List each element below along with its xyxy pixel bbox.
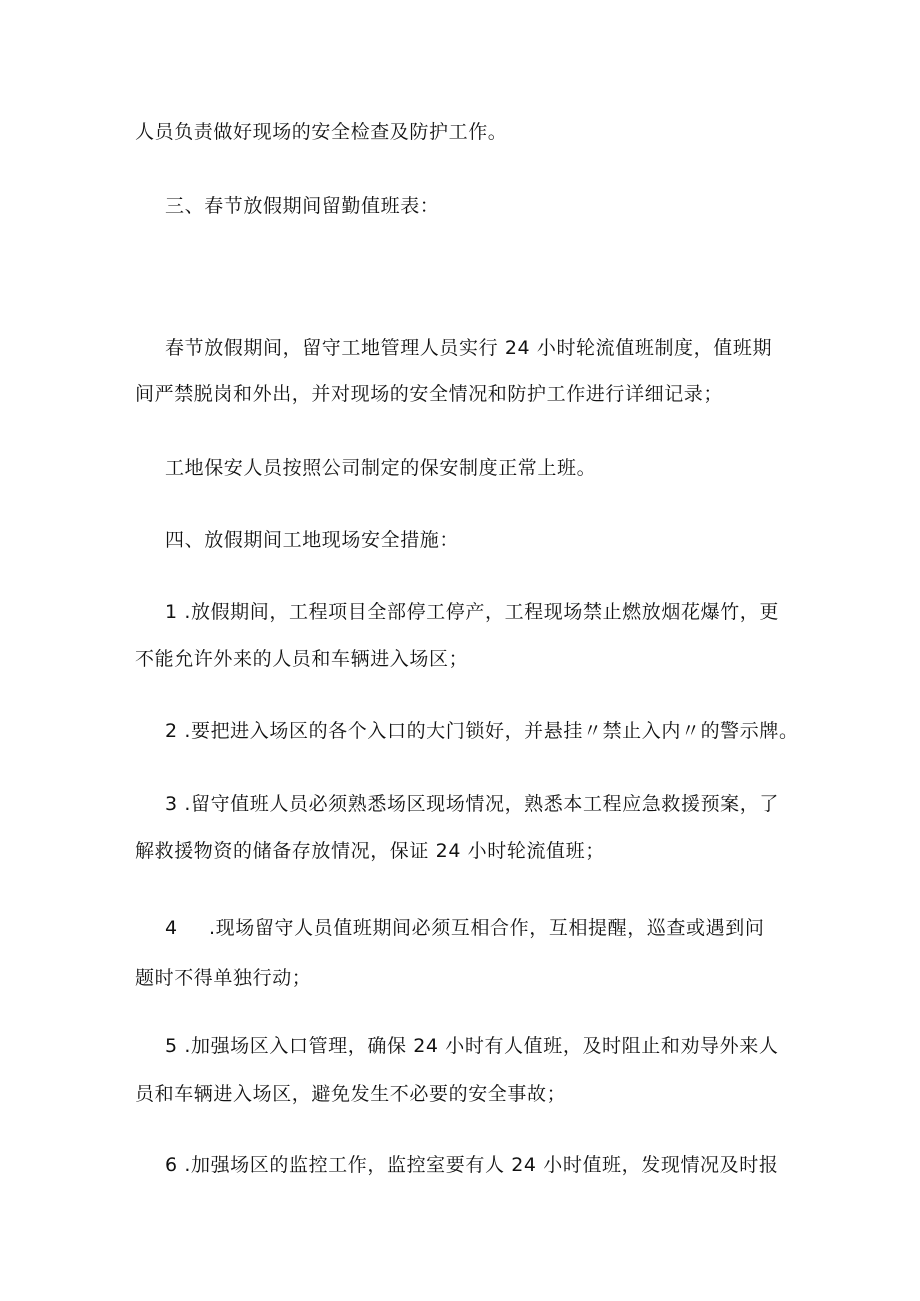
list-item-5-line-1 xyxy=(165,1032,835,1060)
list-item-4-line-2: 题时不得单独行动； xyxy=(135,967,312,989)
list-item-3-line-2: 解救援物资的储备存放情况，保证 24 小时轮流值班； xyxy=(135,840,605,862)
list-item-4-text: .现场留守人员值班期间必须互相合作，互相提醒，巡查或遇到问 xyxy=(209,917,765,939)
section-heading-3: 三、春节放假期间留勤值班表： xyxy=(165,195,440,217)
paragraph-line: 人员负责做好现场的安全检查及防护工作。 xyxy=(135,121,508,143)
list-item-3-line-1 xyxy=(165,790,835,818)
list-item-6-number: 6 xyxy=(165,1154,178,1176)
list-item-4-number: 4 xyxy=(165,917,178,939)
list-item-2-text: .要把进入场区的各个入口的大门锁好，并悬挂〃禁止入内〃的警示牌。 xyxy=(177,720,799,742)
security-paragraph: 工地保安人员按照公司制定的保安制度正常上班。 xyxy=(165,457,597,479)
list-item-2-line-1 xyxy=(165,717,835,745)
list-item-5-number: 5 xyxy=(165,1035,178,1057)
list-item-5-text: .加强场区入口管理，确保 24 小时有人值班，及时阻止和劝导外来人 xyxy=(177,1035,779,1057)
list-item-1-line-2: 不能允许外来的人员和车辆进入场区； xyxy=(135,648,469,670)
list-item-6-line-1 xyxy=(165,1151,835,1179)
list-item-2-number: 2 xyxy=(165,720,178,742)
list-item-1-text: .放假期间，工程项目全部停工停产，工程现场禁止燃放烟花爆竹，更 xyxy=(177,601,779,623)
list-item-6-text: .加强场区的监控工作，监控室要有人 24 小时值班，发现情况及时报 xyxy=(177,1154,779,1176)
duty-paragraph-line-2: 间严禁脱岗和外出，并对现场的安全情况和防护工作进行详细记录； xyxy=(135,383,724,405)
duty-paragraph-line-1: 春节放假期间，留守工地管理人员实行 24 小时轮流值班制度，值班期 xyxy=(165,337,773,359)
list-item-4-line-1 xyxy=(165,914,835,942)
list-item-3-number: 3 xyxy=(165,793,178,815)
section-heading-4: 四、放假期间工地现场安全措施： xyxy=(165,529,460,551)
list-item-1-number: 1 xyxy=(165,601,178,623)
list-item-3-text: .留守值班人员必须熟悉场区现场情况，熟悉本工程应急救援预案，了 xyxy=(177,793,779,815)
list-item-1-line-1 xyxy=(165,598,835,626)
list-item-5-line-2: 员和车辆进入场区，避免发生不必要的安全事故； xyxy=(135,1083,567,1105)
